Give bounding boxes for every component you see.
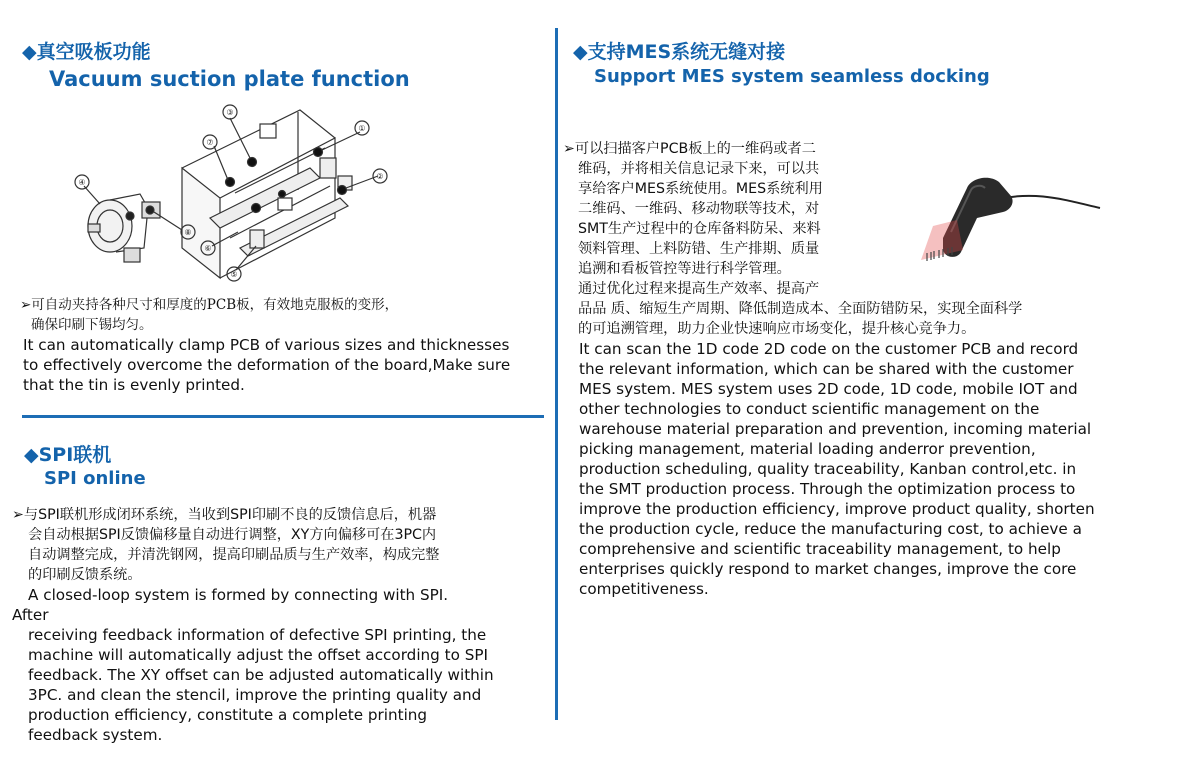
mes-desc-en-line: production scheduling, quality traceability, Kanban control,etc. in (579, 460, 1077, 478)
spi-desc-cn-line: 的印刷反馈系统。 (28, 567, 142, 583)
vacuum-desc-cn-line: ➢可自动夹持各种尺寸和厚度的PCB板，有效地克服板的变形， (20, 297, 399, 313)
vacuum-desc-en-line: It can automatically clamp PCB of various sizes and thicknesses (23, 336, 510, 354)
mes-desc-cn-line: ➢可以扫描客户PCB板上的一维码或者二 (563, 141, 816, 157)
mes-title-cn: ◆支持MES系统无缝对接 (573, 41, 786, 63)
vacuum-desc-en-line: that the tin is evenly printed. (23, 376, 245, 394)
mes-title-en: Support MES system seamless docking (594, 66, 990, 87)
spi-desc-en-line: feedback system. (28, 726, 163, 744)
vacuum-plate-diagram (70, 98, 400, 288)
mes-desc-en-line: warehouse material preparation and prevention, incoming material (579, 420, 1092, 438)
diagram-label: ⑦ (206, 138, 214, 147)
mes-desc-cn-line: 追溯和看板管控等进行科学管理。 (578, 261, 791, 277)
mes-desc-en-line: the relevant information, which can be shared with the customer (579, 360, 1074, 378)
spi-desc-en-line: production efficiency, constitute a complete printing (28, 706, 428, 724)
mes-desc-en-line: the SMT production process. Through the optimization process to (579, 480, 1076, 498)
spi-desc-en-line: receiving feedback information of defective SPI printing, the (28, 626, 487, 644)
mes-desc-en-line: picking management, material loading anderror prevention, (579, 440, 1036, 458)
mes-desc-en-line: enterprises quickly respond to market changes, improve the core (579, 560, 1077, 578)
diagram-label: ③ (226, 108, 234, 117)
mes-desc-cn-line: 通过优化过程来提高生产效率、提高产 (578, 281, 820, 297)
diagram-label: ⑧ (184, 228, 192, 237)
vacuum-title-en: Vacuum suction plate function (49, 67, 410, 91)
spi-desc-en-line: feedback. The XY offset can be adjusted automatically within (28, 666, 494, 684)
spi-desc-en-line: A closed-loop system is formed by connecting with SPI. (28, 586, 449, 604)
spi-desc-cn-line: 会自动根据SPI反馈偏移量自动进行调整，XY方向偏移可在3PC内 (28, 527, 437, 543)
mes-desc-en-line: It can scan the 1D code 2D code on the customer PCB and record (579, 340, 1079, 358)
mes-desc-cn-line: 的可追溯管理，助力企业快速响应市场变化，提升核心竞争力。 (578, 321, 976, 337)
vacuum-title-cn: ◆真空吸板功能 (22, 41, 151, 63)
vacuum-desc-en-line: to effectively overcome the deformation of the board,Make sure (23, 356, 511, 374)
mes-desc-cn-line: 领料管理、上料防错、生产排期、质量 (578, 241, 820, 257)
mes-desc-cn-line: 享给客户MES系统使用。MES系统利用 (578, 181, 823, 197)
barcode-scanner-image (915, 160, 1105, 270)
diagram-label: ⑥ (204, 244, 212, 253)
mes-desc-en-line: the production cycle, reduce the manufacturing cost, to achieve a (579, 520, 1082, 538)
column-divider (555, 28, 558, 720)
spi-desc-en-line: After (12, 606, 49, 624)
diagram-label: ① (358, 124, 366, 133)
mes-desc-cn-line: 品品 质、缩短生产周期、降低制造成本、全面防错防呆，实现全面科学 (578, 301, 1023, 317)
spi-title-en: SPI online (44, 468, 146, 489)
mes-desc-en-line: MES system. MES system uses 2D code, 1D code, mobile IOT and (579, 380, 1078, 398)
mes-desc-en-line: comprehensive and scientific traceability management, to help (579, 540, 1061, 558)
mes-desc-en-line: competitiveness. (579, 580, 709, 598)
section-divider (22, 415, 544, 418)
diagram-label: ⑤ (230, 270, 238, 279)
diagram-label: ④ (78, 178, 86, 187)
spi-desc-en-line: machine will automatically adjust the offset according to SPI (28, 646, 488, 664)
spi-title-cn: ◆SPI联机 (24, 444, 112, 466)
vacuum-desc-cn-line: 确保印刷下锡均匀。 (31, 317, 153, 333)
mes-desc-en-line: other technologies to conduct scientific management on the (579, 400, 1040, 418)
spi-desc-cn-line: 自动调整完成，并清洗钢网，提高印刷品质与生产效率，构成完整 (28, 547, 440, 563)
diagram-label: ② (376, 172, 384, 181)
mes-desc-cn-line: 维码，并将相关信息记录下来，可以共 (578, 161, 820, 177)
spi-desc-en-line: 3PC. and clean the stencil, improve the printing quality and (28, 686, 482, 704)
mes-desc-cn-line: SMT生产过程中的仓库备料防呆、来料 (578, 221, 821, 237)
spi-desc-cn-line: ➢与SPI联机形成闭环系统，当收到SPI印刷不良的反馈信息后，机器 (12, 507, 437, 523)
mes-desc-en-line: improve the production efficiency, improve product quality, shorten (579, 500, 1095, 518)
mes-desc-cn-line: 二维码、一维码、移动物联等技术，对 (578, 201, 820, 217)
